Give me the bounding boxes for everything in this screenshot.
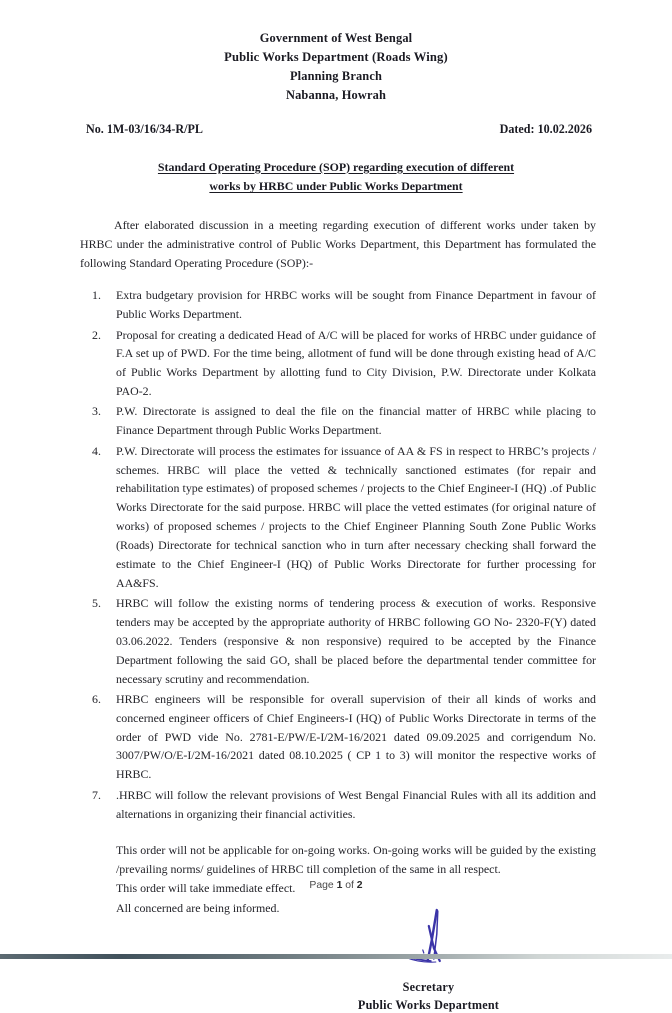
sop-clause-2: Proposal for creating a dedicated Head of A/C will be placed for works of HRBC under guidance of F.A set up of PWD. For the time being, allotment of fund will be done through existing head of A/C of Public Works Department by allotting fund to City Division, P.W. Directorate under Kolkata PAO-2. <box>116 327 596 399</box>
signature-block <box>321 926 536 1013</box>
sop-clause-3: P.W. Directorate is assigned to deal the file on the financial matter of HRBC while placing to Finance Department through Public Works Department. <box>116 404 596 438</box>
page-title <box>101 158 571 198</box>
letterhead-line-address: Nabanna, Howrah <box>285 87 387 102</box>
sop-clause-list <box>80 286 596 823</box>
page-title-line-2: works by HRBC under Public Works Department <box>209 179 463 194</box>
sop-clause-7: .HRBC will follow the relevant provisions of West Bengal Financial Rules with all its addition and alternations in organizing their financial activities. <box>116 787 596 821</box>
closing-paragraph-3: All concerned are being informed. <box>116 900 280 915</box>
reference-row <box>86 122 592 137</box>
letterhead-line-department: Public Works Department (Roads Wing) <box>224 49 448 64</box>
scan-bottom-edge <box>0 954 672 959</box>
memo-number: No. 1M-03/16/34-R/PL <box>86 121 203 136</box>
sop-clause-1: Extra budgetary provision for HRBC works will be sought from Finance Department in favour of Public Works Department. <box>116 288 596 322</box>
closing-paragraph-2: This order will take immediate effect. <box>116 881 296 896</box>
memo-date: Dated: 10.02.2026 <box>499 121 592 136</box>
footer-prefix: Page <box>309 880 337 891</box>
letterhead-line-branch: Planning Branch <box>289 68 383 83</box>
intro-paragraph: After elaborated discussion in a meeting regarding execution of different works under taken by HRBC under the administrative control of Public Works Department, this Department has formulated the following Standard Operating Procedure (SOP):- <box>80 218 596 271</box>
signatory-designation: Secretary <box>402 979 455 994</box>
document-body <box>80 216 596 1012</box>
sop-clause-6: HRBC engineers will be responsible for overall supervision of their all kinds of works and concerned engineer officers of Chief Engineers-I (HQ) of Public Works Directorate in terms of the order of PWD vide No. 2781-E/PW/E-I/2M-16/2021 dated 09.09.2025 and corrigendum No. 3007/PW/O/E-I/2M-16/2021 dated 08.10.2025 ( CP 1 to 3) will monitor the respective works of HRBC. <box>116 691 596 782</box>
sop-clause-4: P.W. Directorate will process the estimates for issuance of AA & FS in respect to HRBC’s projects / schemes. HRBC will place the vetted & technically sanctioned estimates (for repair and rehabilitation type estimates) of proposed schemes / projects to the Chief Engineer-I (HQ) .of Public Works Directorate for the said purpose. HRBC will place the vetted estimates (for original nature of works) of proposed schemes / projects to the Chief Engineer Planning South Zone Public Works (Roads) Directorate for technical sanction who in turn after necessary checking shall forward the estimate to the Chief Engineer-I (HQ) of Public Works Directorate for further processing for AA&FS. <box>116 443 596 590</box>
footer-current-page: 1 <box>336 880 343 891</box>
letterhead <box>0 0 672 105</box>
footer-total-pages: 2 <box>356 880 363 891</box>
closing-paragraph-1: This order will not be applicable for on-going works. On-going works will be guided by the existing /prevailing norms/ guidelines of HRBC till completion of the same in all respect. <box>116 843 596 877</box>
handwritten-signature-icon <box>321 926 536 980</box>
sop-clause-5: HRBC will follow the existing norms of tendering process & execution of works. Responsive tenders may be accepted by the appropriate authority of HRBC following GO No- 2320-F(Y) dated 03.06.2022. Tenders (responsive & non responsive) required to be accepted by the Finance Department following the said GO, shall be placed before the departmental tender committee for necessary scrutiny and recommendation. <box>116 596 596 686</box>
letterhead-line-government: Government of West Bengal <box>259 31 413 45</box>
signatory-department: Public Works Department <box>357 997 500 1012</box>
page-title-line-1: Standard Operating Procedure (SOP) regarding execution of different <box>157 159 515 174</box>
page-footer <box>0 880 672 891</box>
footer-middle: of <box>342 880 357 891</box>
